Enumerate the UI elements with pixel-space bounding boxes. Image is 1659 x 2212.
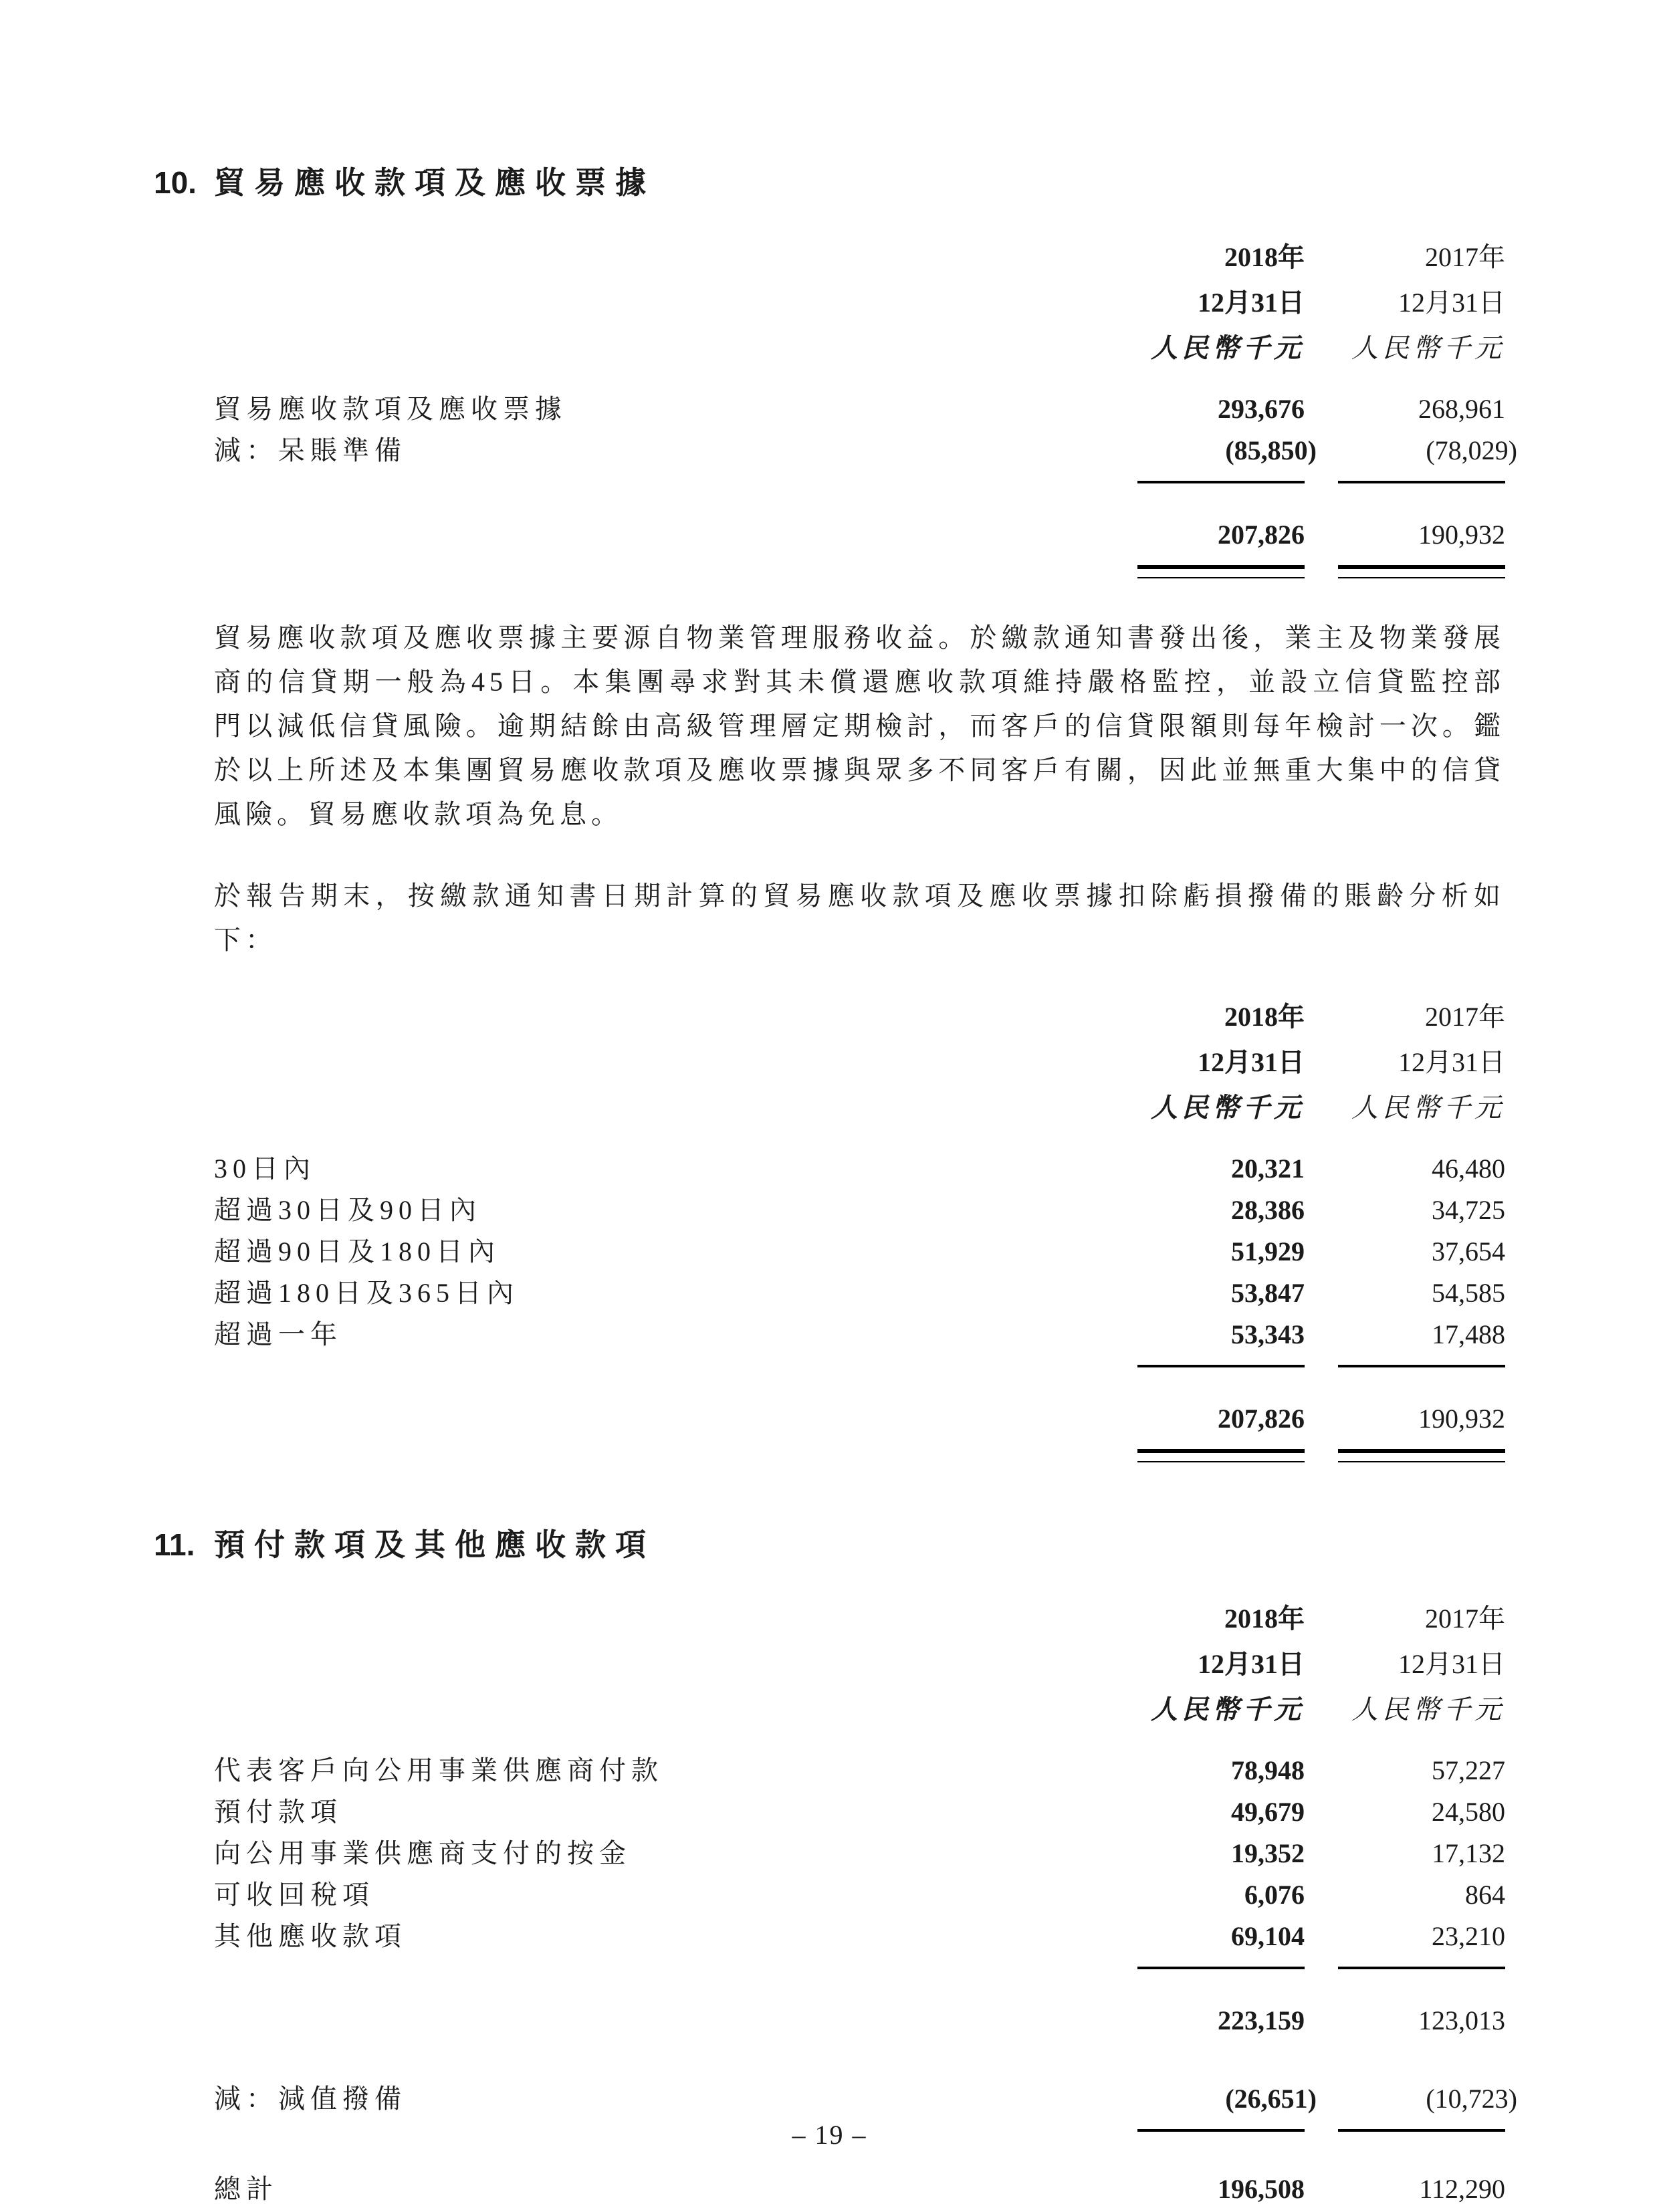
- section-10-number: 10.: [154, 165, 197, 200]
- total-2018: 207,826: [1218, 519, 1305, 550]
- rule: [1338, 1967, 1505, 1969]
- value-2017: 54,585: [1432, 1277, 1505, 1308]
- table1-header-2017-unit: 人民幣千元: [1351, 332, 1505, 363]
- value-2018: (26,651): [1225, 2084, 1317, 2114]
- row-label: 減：減值撥備: [214, 2084, 407, 2114]
- row-label: 超過30日及90日內: [214, 1194, 481, 1225]
- double-rule: [1137, 565, 1305, 578]
- table-row: [214, 1916, 1505, 1957]
- table-grand-total-row: [214, 2169, 1505, 2210]
- value-2017: 24,580: [1432, 1797, 1505, 1827]
- value-2018: 53,343: [1231, 1319, 1305, 1349]
- table1-column-headers: [214, 235, 1505, 371]
- row-label: 30日內: [214, 1153, 316, 1184]
- section-11-heading: [154, 1526, 1505, 1565]
- table-row: [214, 1750, 1505, 1791]
- table2-header-2018-year: 2018年: [1224, 1001, 1305, 1032]
- table-row: [214, 1833, 1505, 1874]
- value-2018: 53,847: [1231, 1277, 1305, 1308]
- subtotal-2018: 223,159: [1218, 2005, 1305, 2035]
- value-2018: 20,321: [1231, 1153, 1305, 1184]
- double-rule: [1137, 1449, 1305, 1462]
- value-2018: 28,386: [1231, 1194, 1305, 1225]
- table-total-row: [214, 1398, 1505, 1440]
- table3-header-2017-date: 12月31日: [1398, 1649, 1505, 1679]
- row-label: 其他應收款項: [214, 1921, 407, 1951]
- row-label: 超過90日及180日內: [214, 1236, 500, 1266]
- grand-total-2018: 196,508: [1218, 2174, 1305, 2204]
- table3-header-2017-unit: 人民幣千元: [1351, 1694, 1505, 1725]
- table1-header-2017-date: 12月31日: [1398, 287, 1505, 318]
- table-row: [214, 1231, 1505, 1273]
- row-label: 貿易應收款項及應收票據: [214, 393, 567, 424]
- table3-header-2017-year: 2017年: [1425, 1603, 1505, 1634]
- value-2018: 51,929: [1231, 1236, 1305, 1266]
- table2-header-2018-unit: 人民幣千元: [1151, 1092, 1305, 1123]
- table2-header-2017-unit: 人民幣千元: [1351, 1092, 1505, 1123]
- section-11-title: 預付款項及其他應收款項: [214, 1527, 655, 1562]
- table3-header-2018-unit: 人民幣千元: [1151, 1694, 1305, 1725]
- table-row: [214, 1273, 1505, 1314]
- rule-row: [214, 1967, 1505, 1969]
- table-row: [214, 1148, 1505, 1190]
- section-10-paragraph-2: 於報告期末，按繳款通知書日期計算的貿易應收款項及應收票據扣除虧損撥備的賬齡分析如下：: [214, 880, 1505, 955]
- rule: [1137, 1967, 1305, 1969]
- table-row: [214, 430, 1517, 471]
- rule: [1338, 1365, 1505, 1367]
- rule: [1137, 1365, 1305, 1367]
- value-2017: (10,723): [1426, 2084, 1517, 2114]
- row-label: 向公用事業供應商支付的按金: [214, 1838, 631, 1868]
- value-2018: 19,352: [1231, 1838, 1305, 1868]
- double-rule: [1338, 565, 1505, 578]
- total-2018: 207,826: [1218, 1403, 1305, 1434]
- table2-body: [214, 1148, 1505, 1462]
- section-11-number: 11.: [154, 1527, 195, 1562]
- row-label: 總計: [214, 2174, 278, 2204]
- value-2017: 268,961: [1418, 393, 1505, 424]
- section-10-paragraph-1: 貿易應收款項及應收票據主要源自物業管理服務收益。於繳款通知書發出後，業主及物業發展商的信貸期一般為45日。本集團尋求對其未償還應收款項維持嚴格監控，並設立信貸監控部門以減低信貸風險。逾期結餘由高級管理層定期檢討，而客戶的信貸限額則每年檢討一次。鑑於以上所述及本集團貿易應收款項及應收票據與眾多不同客戶有關，因此並無重大集中的信貸風險。貿易應收款項為免息。: [214, 622, 1505, 829]
- table-row: [214, 1314, 1505, 1355]
- value-2017: 57,227: [1432, 1755, 1505, 1785]
- row-label: 超過180日及365日內: [214, 1277, 519, 1308]
- value-2018: 293,676: [1218, 393, 1305, 424]
- table-row: [214, 389, 1505, 430]
- table1-body: [214, 389, 1517, 578]
- rule: [1137, 481, 1305, 483]
- page-number: – 19 –: [792, 2120, 867, 2150]
- table2-header-2017-year: 2017年: [1425, 1001, 1505, 1032]
- subtotal-2017: 123,013: [1418, 2005, 1505, 2035]
- value-2017: 34,725: [1432, 1194, 1505, 1225]
- row-label: 減：呆賬準備: [214, 435, 407, 465]
- value-2017: (78,029): [1426, 435, 1517, 465]
- row-label: 超過一年: [214, 1319, 342, 1349]
- table3-header-2018-year: 2018年: [1224, 1603, 1305, 1634]
- rule-row: [214, 1449, 1505, 1462]
- row-label: 可收回稅項: [214, 1880, 374, 1910]
- value-2017: 864: [1465, 1880, 1505, 1910]
- value-2017: 17,132: [1432, 1838, 1505, 1868]
- table3-column-headers: [214, 1596, 1505, 1733]
- table-deduction-row: [214, 2078, 1517, 2120]
- value-2018: 78,948: [1231, 1755, 1305, 1785]
- value-2017: 17,488: [1432, 1319, 1505, 1349]
- table-row: [214, 1190, 1505, 1231]
- table-row: [214, 1874, 1505, 1916]
- table1-header-2018-year: 2018年: [1224, 241, 1305, 272]
- double-rule: [1338, 1449, 1505, 1462]
- table3-header-2018-date: 12月31日: [1198, 1649, 1305, 1679]
- value-2017: 23,210: [1432, 1921, 1505, 1951]
- section-10-heading: [154, 164, 1505, 203]
- table1-header-2017-year: 2017年: [1425, 241, 1505, 272]
- rule-row: [214, 1365, 1505, 1367]
- table2-column-headers: [214, 994, 1505, 1131]
- grand-total-2017: 112,290: [1419, 2174, 1505, 2204]
- value-2018: 49,679: [1231, 1797, 1305, 1827]
- table2-header-2017-date: 12月31日: [1398, 1046, 1505, 1077]
- value-2017: 46,480: [1432, 1153, 1505, 1184]
- total-2017: 190,932: [1418, 519, 1505, 550]
- value-2018: 69,104: [1231, 1921, 1305, 1951]
- rule: [1338, 481, 1505, 483]
- table2-header-2018-date: 12月31日: [1198, 1046, 1305, 1077]
- table-subtotal-row: [214, 2000, 1505, 2041]
- row-label: 預付款項: [214, 1797, 342, 1827]
- section-10-title: 貿易應收款項及應收票據: [214, 165, 655, 200]
- table-total-row: [214, 514, 1505, 556]
- table1-header-2018-date: 12月31日: [1198, 287, 1305, 318]
- total-2017: 190,932: [1418, 1403, 1505, 1434]
- row-label: 代表客戶向公用事業供應商付款: [214, 1755, 663, 1785]
- rule-row: [214, 565, 1505, 578]
- table1-header-2018-unit: 人民幣千元: [1151, 332, 1305, 363]
- value-2018: 6,076: [1244, 1880, 1305, 1910]
- value-2018: (85,850): [1225, 435, 1317, 465]
- rule-row: [214, 481, 1505, 483]
- value-2017: 37,654: [1432, 1236, 1505, 1266]
- table-row: [214, 1791, 1505, 1833]
